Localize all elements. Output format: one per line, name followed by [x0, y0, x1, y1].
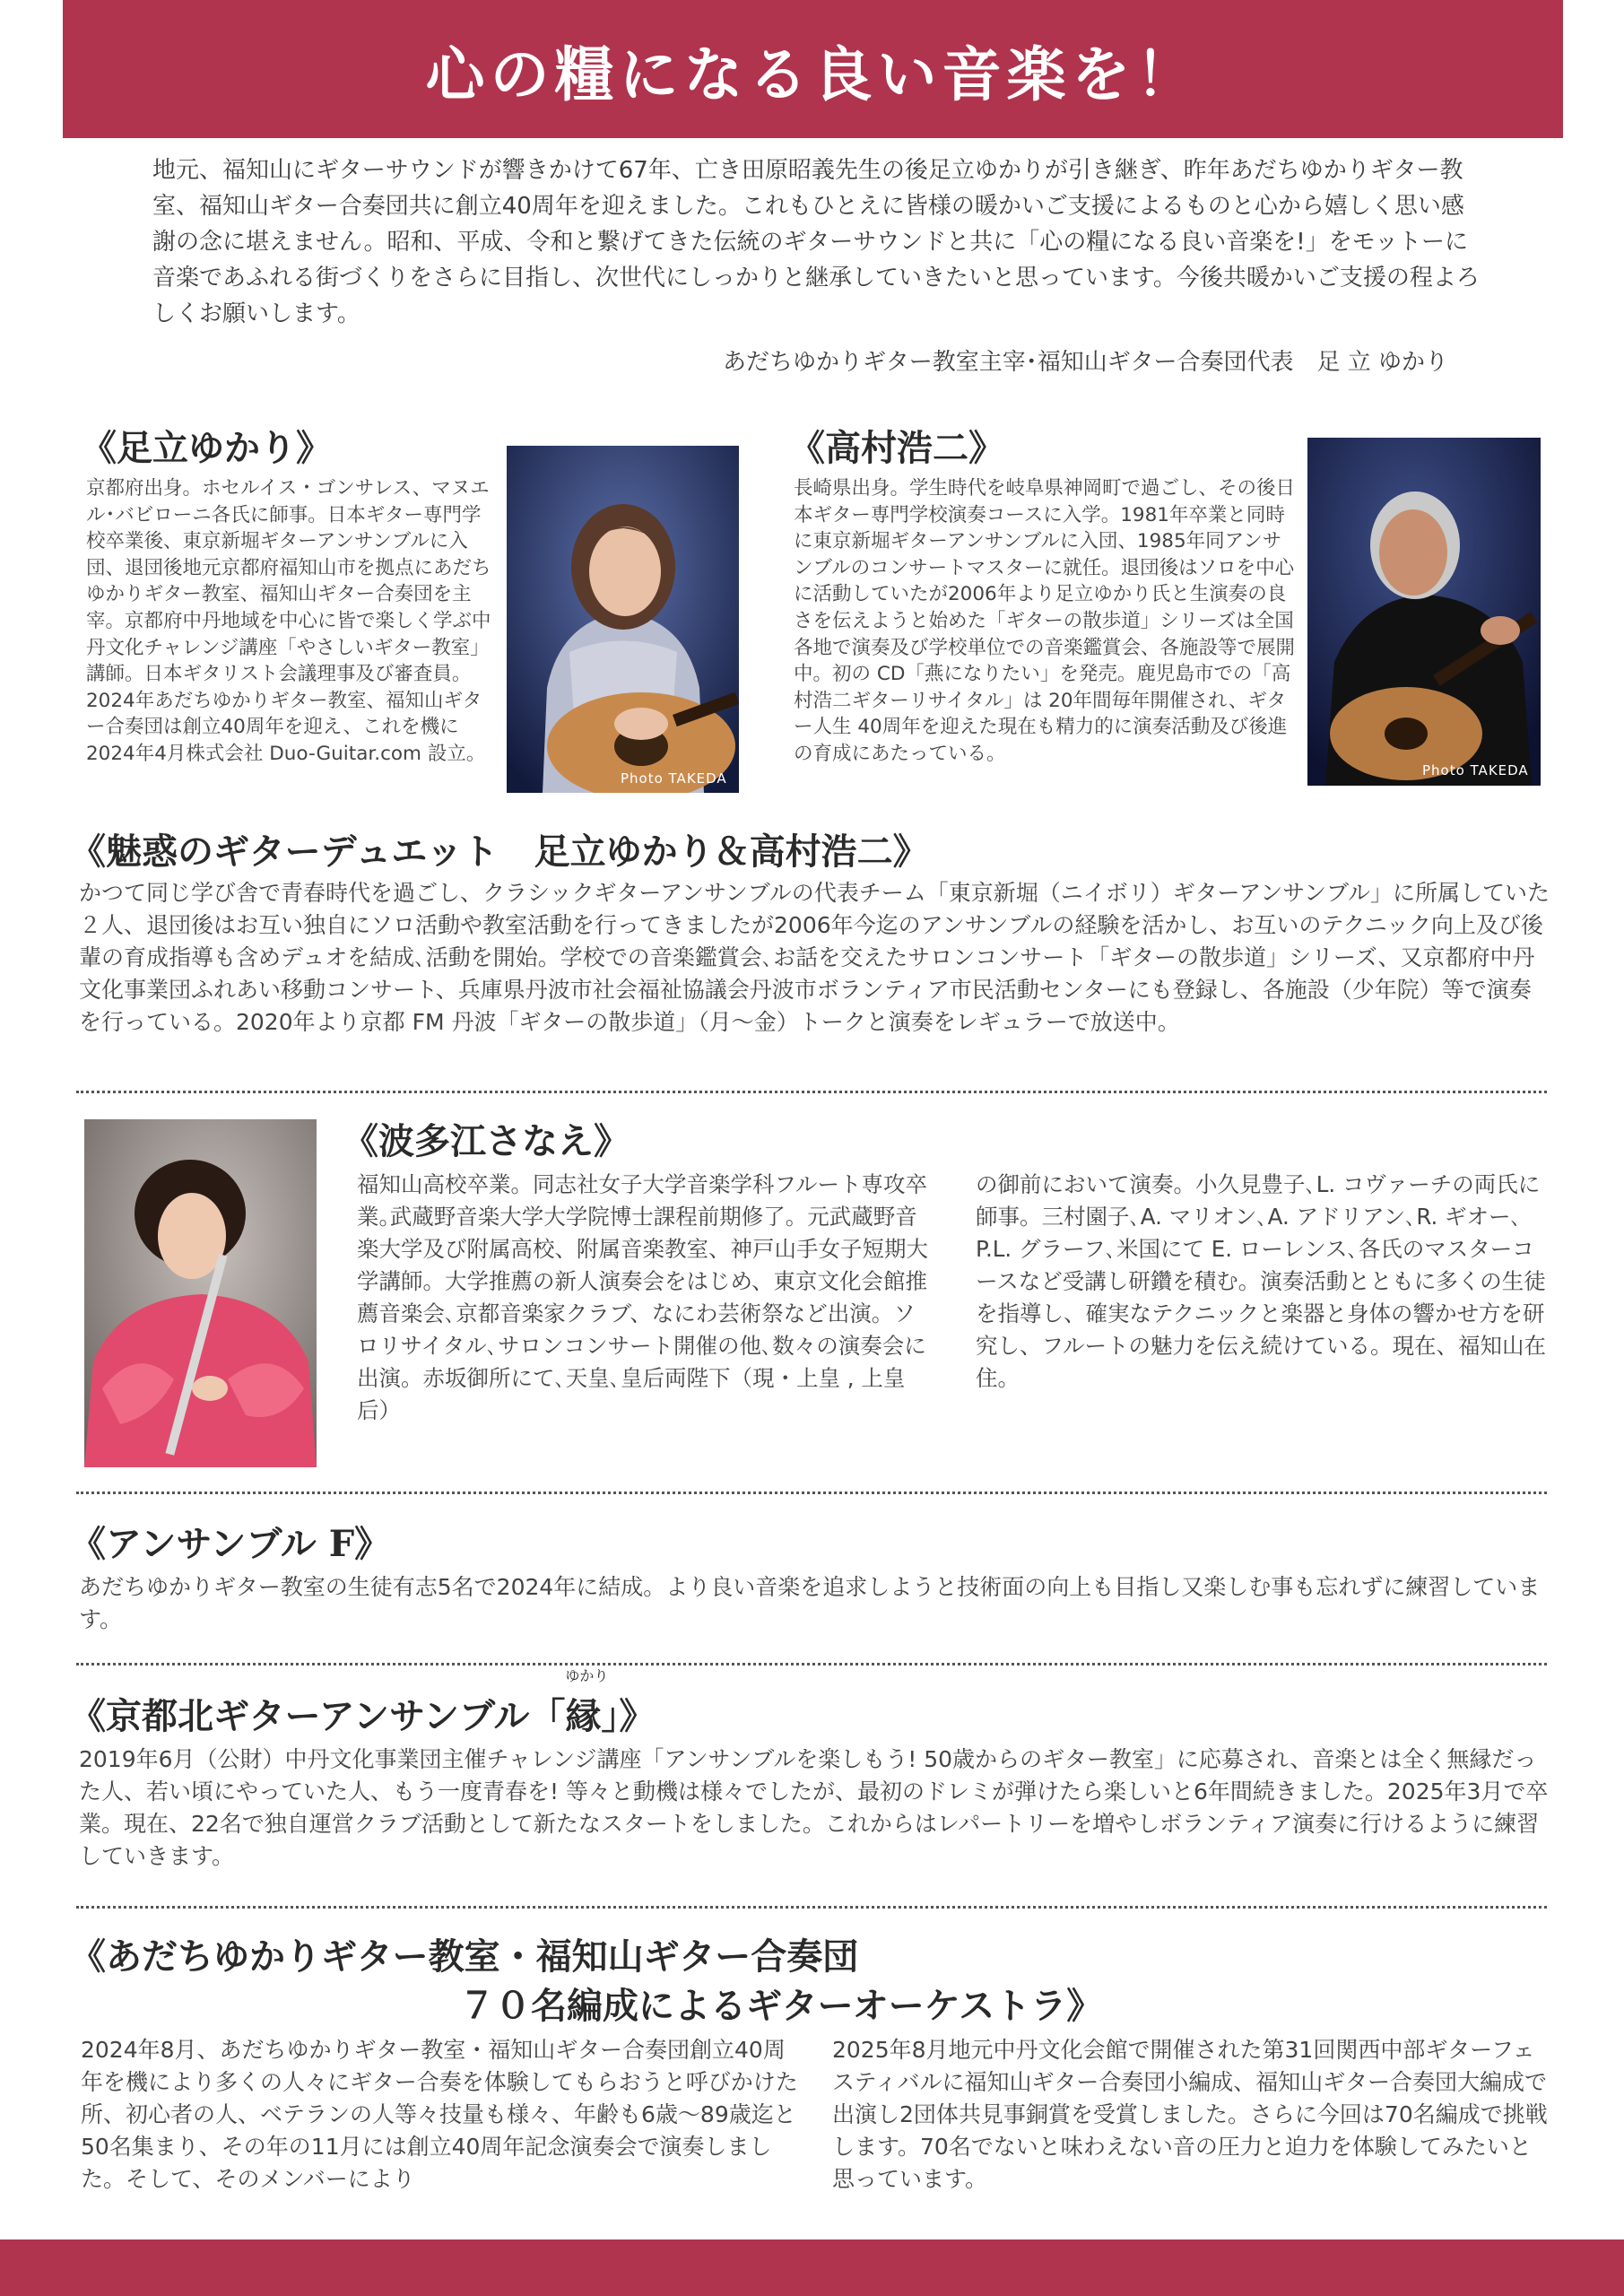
- takamura-heading: 《高村浩二》: [789, 427, 1004, 469]
- duo-body: かつて同じ学び舎で青春時代を過ごし、クラシックギターアンサンブルの代表チーム「東京新堀（ニイボリ）ギターアンサンブル」に所属していた２人、退団後はお互い独自にソロ活動や教室活動を行ってきましたが2006年今迄のアンサンブルの経験を活かし、お互いのテクニック向上及び後輩の育成指導も含めデュオを結成､活動を開始。学校での音楽鑑賞会､お話を交えたサロンコンサート「ギターの散歩道」シリーズ、又京都府中丹文化事業団ふれあい移動コンサート、兵庫県丹波市社会福祉協議会丹波市ボランティア市民活動センターにも登録し、各施設（少年院）等で演奏を行っている。2020年より京都 FM 丹波「ギターの散歩道」（月～金）トークと演奏をレギュラーで放送中。: [79, 880, 1550, 1035]
- ensemble-f-heading: 《アンサンブル F》: [70, 1523, 391, 1565]
- divider-4: [76, 1906, 1547, 1909]
- hatae-bio-col1: 福知山高校卒業。同志社女子大学音楽学科フルート専攻卒業｡武蔵野音楽大学大学院博士課程前期修了。元武蔵野音楽大学及び附属高校、附属音楽教室、神戸山手女子短期大学講師。大学推薦の新人演奏会をはじめ、東京文化会館推薦音楽会､京都音楽家クラブ、なにわ芸術祭など出演。ソロリサイタル､サロンコンサート開催の他､数々の演奏会に出演。赤坂御所にて､天皇､皇后両陛下（現・上皇 , 上皇后）: [357, 1171, 928, 1423]
- title-banner: [63, 0, 1563, 138]
- footer-band: [0, 2239, 1624, 2296]
- adachi-photo: [507, 446, 739, 793]
- kyoto-heading-post: 」》: [601, 1695, 656, 1737]
- intro-text: [152, 152, 1480, 332]
- takamura-bio: 長崎県出身。学生時代を岐阜県神岡町で過ごし、その後日本ギター専門学校演奏コースに入学。1981年卒業と同時に東京新堀ギターアンサンブルに入団、1985年同アンサンブルのコンサートマスターに就任。退団後はソロを中心に活動していたが2006年より足立ゆかり氏と生演奏の良さを伝えようと始めた「ギターの散歩道」シリーズは全国各地で演奏及び学校単位での音楽鑑賞会、各施設等で展開中。初の CD「燕になりたい」を発売。鹿児島市での「高村浩二ギターリサイタル」は 20年間毎年開催され、ギター人生 40周年を迎えた現在も精力的に演奏活動及び後進の育成にあたっている。: [794, 477, 1296, 765]
- orchestra-body-col2: 2025年8月地元中丹文化会館で開催された第31回関西中部ギターフェスティバルに福知山ギター合奏団小編成、福知山ギター合奏団大編成で出演し2団体共見事銅賞を受賞しました。さらに今回は70名編成で挑戦します。70名でないと味わえない音の圧力と迫力を体験してみたいと思っています。: [832, 2037, 1548, 2192]
- ensemble-f-body: あだちゆかりギター教室の生徒有志5名で2024年に結成。より良い音楽を追求しようと技術面の向上も目指し又楽しむ事も忘れずに練習しています。: [79, 1574, 1541, 1632]
- divider-1: [76, 1091, 1547, 1093]
- intro-signature: あだちゆかりギター教室主宰･福知山ギター合奏団代表 足 立 ゆかり: [722, 349, 1448, 376]
- orchestra-heading-line2: ７０名編成によるギターオーケストラ》: [459, 1985, 1103, 2027]
- kyoto-body: 2019年6月（公財）中丹文化事業団主催チャレンジ講座「アンサンブルを楽しもう! 50歳からのギター教室」に応募され、音楽とは全く無縁だった人、若い頃にやっていた人、もう一度青春を! 等々と動機は様々でしたが、最初のドレミが弾けたら楽しいと6年間続きました。2025年3月で卒業。現在、22名で独自運営クラブ活動として新たなスタートをしました。これからはレパートリーを増やしボランティア演奏に行けるように練習していきます。: [79, 1746, 1549, 1869]
- page-title: 心の糧になる良い音楽を！: [425, 39, 1201, 109]
- takamura-photo-credit: Photo TAKEDA: [1422, 762, 1529, 778]
- kyoto-heading-pre: 《京都北ギターアンサンブル「: [70, 1695, 566, 1737]
- orchestra-body-col1: 2024年8月、あだちゆかりギター教室・福知山ギター合奏団創立40周年を機により多くの人々にギター合奏を体験してもらおうと呼びかけた所、初心者の人、ベテランの人等々技量も様々、年齢も6歳～89歳迄と50名集まり、その年の11月には創立40周年記念演奏会で演奏しました。そして、そのメンバーにより: [81, 2037, 798, 2192]
- adachi-photo-credit: Photo TAKEDA: [621, 770, 727, 787]
- hatae-photo: [84, 1119, 317, 1467]
- kyoto-heading-kanji: 縁: [565, 1695, 602, 1737]
- kyoto-heading-ruby: ゆかり: [565, 1667, 609, 1684]
- kyoto-heading: [70, 1667, 656, 1739]
- divider-3: [76, 1663, 1547, 1665]
- takamura-photo: [1307, 438, 1541, 786]
- kyoto-heading-ruby-group: [565, 1667, 609, 1739]
- orchestra-heading-line1: 《あだちゆかりギター教室・福知山ギター合奏団: [70, 1935, 859, 1978]
- duo-heading: 《魅惑のギターデュエット 足立ゆかり＆高村浩二》: [70, 831, 929, 873]
- hatae-heading: 《波多江さなえ》: [343, 1120, 630, 1162]
- intro-paragraph: 地元、福知山にギターサウンドが響きかけて67年、亡き田原昭義先生の後足立ゆかりが引き継ぎ、昨年あだちゆかりギター教室、福知山ギター合奏団共に創立40周年を迎えました。これもひとえに皆様の暖かいご支援によるものと心から嬉しく思い感謝の念に堪えません。昭和、平成、令和と繋げてきた伝統のギターサウンドと共に「心の糧になる良い音楽を!」をモットーに音楽であふれる街づくりをさらに目指し、次世代にしっかりと継承していきたいと思っています。今後共暖かいご支援の程よろしくお願いします。: [152, 157, 1480, 327]
- divider-2: [76, 1492, 1547, 1494]
- adachi-heading: 《足立ゆかり》: [81, 427, 332, 469]
- adachi-bio: 京都府出身。ホセルイス・ゴンサレス、マヌエル･バビローニ各氏に師事。日本ギター専門学校卒業後、東京新堀ギターアンサンブルに入団、退団後地元京都府福知山市を拠点にあだちゆかりギター教室、福知山ギター合奏団を主宰。京都府中丹地域を中心に皆で楽しく学ぶ中丹文化チャレンジ講座「やさしいギター教室」講師。日本ギタリスト会議理事及び審査員。2024年あだちゆかりギター教室、福知山ギター合奏団は創立40周年を迎え、これを機に2024年4月株式会社 Duo-Guitar.com 設立。: [86, 477, 491, 765]
- hatae-bio-col2: の御前において演奏。小久見豊子､L. コヴァーチの両氏に師事。三村園子､A. マリオン､A. アドリアン､R. ギオー､P.L. グラーフ､米国にて E. ローレンス､各氏のマスターコースなど受講し研鑽を積む。演奏活動とともに多くの生徒を指導し、確実なテクニックと楽器と身体の響かせ方を研究し、フルートの魅力を伝え続けている。現在、福知山在住。: [976, 1171, 1547, 1391]
